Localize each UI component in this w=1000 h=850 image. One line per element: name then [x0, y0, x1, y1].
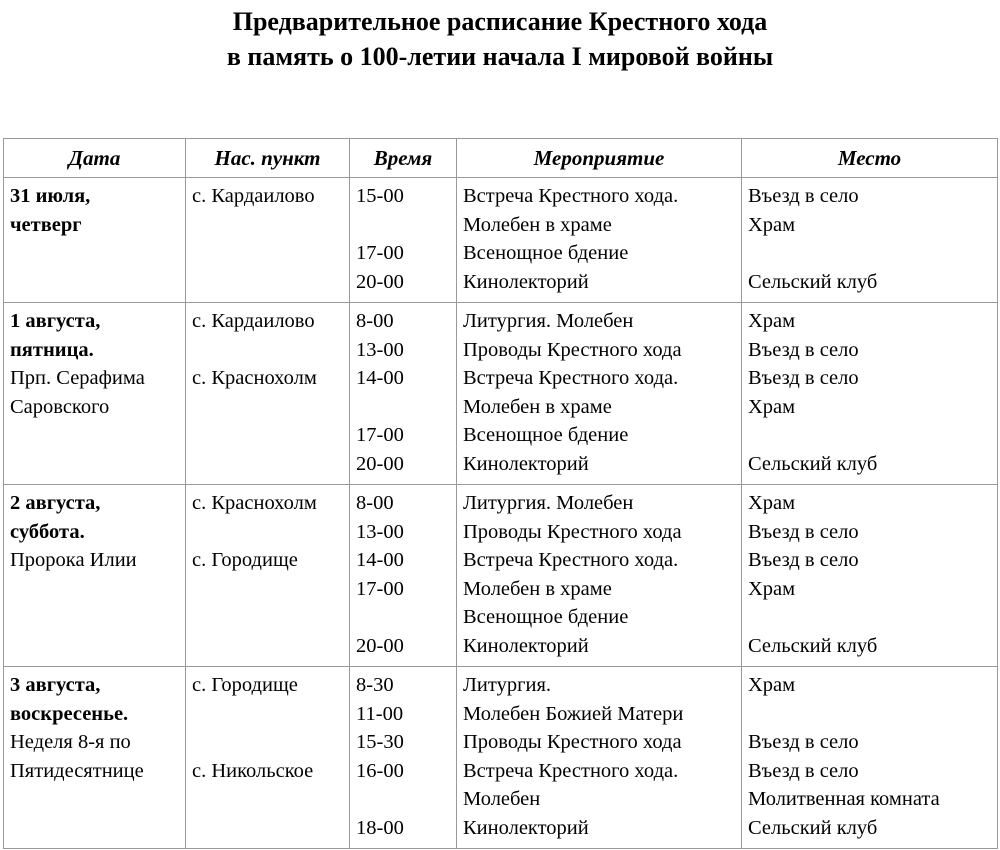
event-cell-line: Проводы Крестного хода: [463, 520, 682, 543]
date-cell: [4, 485, 186, 667]
time-cell: [350, 178, 457, 303]
location-cell-line: Въезд в село: [748, 185, 859, 207]
date-cell-line: [10, 421, 185, 450]
event-cell-line: Молебен Божией Матери: [463, 702, 684, 725]
date-cell: [4, 667, 186, 849]
location-cell-line: [748, 700, 997, 729]
time-cell-line: 8-00: [356, 492, 394, 514]
event-cell-line: Кинолекторий: [463, 452, 589, 475]
header-date: Дата: [4, 139, 186, 178]
place-cell-line: [192, 700, 349, 729]
location-cell-line: Храм: [748, 213, 796, 236]
event-cell-line: Кинолекторий: [463, 634, 589, 657]
time-cell-line: 17-00: [356, 424, 404, 446]
time-cell-line: 13-00: [356, 520, 404, 543]
title-line-1: Предварительное расписание Крестного хода: [232, 7, 768, 36]
time-cell-line: [356, 603, 456, 632]
event-cell-line: Встреча Крестного хода.: [463, 367, 679, 389]
time-cell-line: 17-00: [356, 577, 404, 600]
place-cell-line: [192, 450, 349, 479]
date-cell-line: [10, 785, 185, 814]
date-cell: [4, 303, 186, 485]
header-event: Мероприятие: [457, 139, 742, 178]
title-line-2: в память о 100-летии начала I мировой войны: [226, 42, 774, 71]
time-cell-line: [356, 393, 456, 422]
event-cell-line: Молебен в храме: [463, 577, 612, 600]
time-cell: [350, 485, 457, 667]
location-cell-line: Сельский клуб: [748, 452, 878, 475]
place-cell: [186, 303, 350, 485]
place-cell-line: с. Никольское: [192, 759, 314, 782]
header-row: [4, 139, 998, 178]
time-cell-line: 17-00: [356, 242, 404, 264]
event-cell-line: Кинолекторий: [463, 270, 589, 293]
table-row: [4, 485, 998, 667]
location-cell: [742, 485, 998, 667]
place-cell-line: [192, 728, 349, 757]
location-cell: [742, 178, 998, 303]
place-cell-line: [192, 603, 349, 632]
date-cell-line: [10, 575, 185, 604]
location-cell-line: Въезд в село: [748, 520, 859, 543]
document-title: [0, 4, 1000, 74]
time-cell-line: 20-00: [356, 452, 404, 475]
event-cell-line: Кинолекторий: [463, 816, 589, 839]
place-cell-line: [192, 814, 349, 843]
date-cell-line: [10, 239, 185, 268]
time-cell-line: 14-00: [356, 549, 404, 571]
event-cell-line: Молебен: [463, 788, 541, 810]
location-cell-line: Въезд в село: [748, 367, 859, 389]
event-cell-line: Проводы Крестного хода: [463, 731, 682, 753]
event-cell-line: Всенощное бдение: [463, 242, 629, 264]
date-cell-line: [10, 450, 185, 479]
place-cell-line: [192, 575, 349, 604]
event-cell-line: Всенощное бдение: [463, 424, 629, 446]
location-cell-line: Въезд в село: [748, 759, 859, 782]
time-cell: [350, 667, 457, 849]
event-cell-line: Встреча Крестного хода.: [463, 759, 679, 782]
time-cell-line: 15-00: [356, 185, 404, 207]
date-cell-line: [10, 268, 185, 297]
date-cell-line: Саровского: [10, 395, 110, 418]
date-cell-line: воскресенье.: [10, 702, 129, 725]
event-cell: [457, 303, 742, 485]
time-cell-line: 15-30: [356, 731, 404, 753]
date-cell-line: Неделя 8-я по: [10, 731, 131, 753]
date-cell-line: [10, 603, 185, 632]
time-cell-line: 20-00: [356, 634, 404, 657]
location-cell-line: Молитвенная комната: [748, 788, 940, 810]
location-cell-line: [748, 603, 997, 632]
time-cell: [350, 303, 457, 485]
date-cell-line: 3 августа,: [10, 674, 101, 696]
event-cell-line: Молебен в храме: [463, 213, 612, 236]
date-cell-line: Прп. Серафима: [10, 367, 145, 389]
event-cell-line: Молебен в храме: [463, 395, 612, 418]
place-cell-line: с. Городище: [192, 674, 298, 696]
header-place: Нас. пункт: [186, 139, 350, 178]
place-cell-line: с. Городище: [192, 549, 298, 571]
time-cell-line: 14-00: [356, 367, 404, 389]
location-cell-line: Сельский клуб: [748, 816, 878, 839]
location-cell-line: [748, 239, 997, 268]
location-cell-line: Въезд в село: [748, 338, 859, 361]
place-cell-line: с. Кардаилово: [192, 185, 315, 207]
event-cell: [457, 485, 742, 667]
time-cell-line: 20-00: [356, 270, 404, 293]
time-cell-line: [356, 785, 456, 814]
location-cell-line: Въезд в село: [748, 549, 859, 571]
time-cell-line: 16-00: [356, 759, 404, 782]
location-cell-line: Храм: [748, 674, 796, 696]
location-cell-line: Храм: [748, 395, 796, 418]
event-cell-line: Всенощное бдение: [463, 606, 629, 628]
event-cell-line: Литургия. Молебен: [463, 310, 634, 332]
location-cell-line: Храм: [748, 577, 796, 600]
header-location: Место: [742, 139, 998, 178]
place-cell-line: с. Краснохолм: [192, 492, 317, 514]
date-cell-line: Пятидесятнице: [10, 759, 144, 782]
date-cell-line: 2 августа,: [10, 492, 101, 514]
place-cell-line: [192, 336, 349, 365]
date-cell-line: суббота.: [10, 520, 85, 543]
schedule-table: [3, 138, 998, 849]
place-cell-line: с. Краснохолм: [192, 367, 317, 389]
location-cell: [742, 667, 998, 849]
event-cell: [457, 667, 742, 849]
date-cell-line: Пророка Илии: [10, 549, 137, 571]
time-cell-line: 18-00: [356, 816, 404, 839]
time-cell-line: [356, 211, 456, 240]
date-cell-line: 31 июля,: [10, 185, 91, 207]
event-cell: [457, 178, 742, 303]
location-cell: [742, 303, 998, 485]
schedule-body: [4, 178, 998, 849]
date-cell: [4, 178, 186, 303]
place-cell: [186, 667, 350, 849]
location-cell-line: [748, 421, 997, 450]
time-cell-line: 11-00: [356, 702, 404, 725]
place-cell-line: [192, 518, 349, 547]
date-cell-line: 1 августа,: [10, 310, 101, 332]
event-cell-line: Литургия. Молебен: [463, 492, 634, 514]
location-cell-line: Сельский клуб: [748, 634, 878, 657]
place-cell-line: [192, 268, 349, 297]
event-cell-line: Проводы Крестного хода: [463, 338, 682, 361]
date-cell-line: пятница.: [10, 338, 94, 361]
time-cell-line: 8-30: [356, 674, 394, 696]
location-cell-line: Храм: [748, 492, 796, 514]
location-cell-line: Сельский клуб: [748, 270, 878, 293]
time-cell-line: 13-00: [356, 338, 404, 361]
table-row: [4, 667, 998, 849]
date-cell-line: [10, 632, 185, 661]
place-cell: [186, 178, 350, 303]
time-cell-line: 8-00: [356, 310, 394, 332]
location-cell-line: Храм: [748, 310, 796, 332]
place-cell-line: с. Кардаилово: [192, 310, 315, 332]
date-cell-line: четверг: [10, 213, 82, 236]
table-row: [4, 178, 998, 303]
place-cell-line: [192, 239, 349, 268]
place-cell-line: [192, 211, 349, 240]
place-cell: [186, 485, 350, 667]
event-cell-line: Литургия.: [463, 674, 551, 696]
header-time: Время: [350, 139, 457, 178]
place-cell-line: [192, 785, 349, 814]
table-row: [4, 303, 998, 485]
location-cell-line: Въезд в село: [748, 731, 859, 753]
date-cell-line: [10, 814, 185, 843]
event-cell-line: Встреча Крестного хода.: [463, 185, 679, 207]
place-cell-line: [192, 421, 349, 450]
event-cell-line: Встреча Крестного хода.: [463, 549, 679, 571]
place-cell-line: [192, 393, 349, 422]
place-cell-line: [192, 632, 349, 661]
